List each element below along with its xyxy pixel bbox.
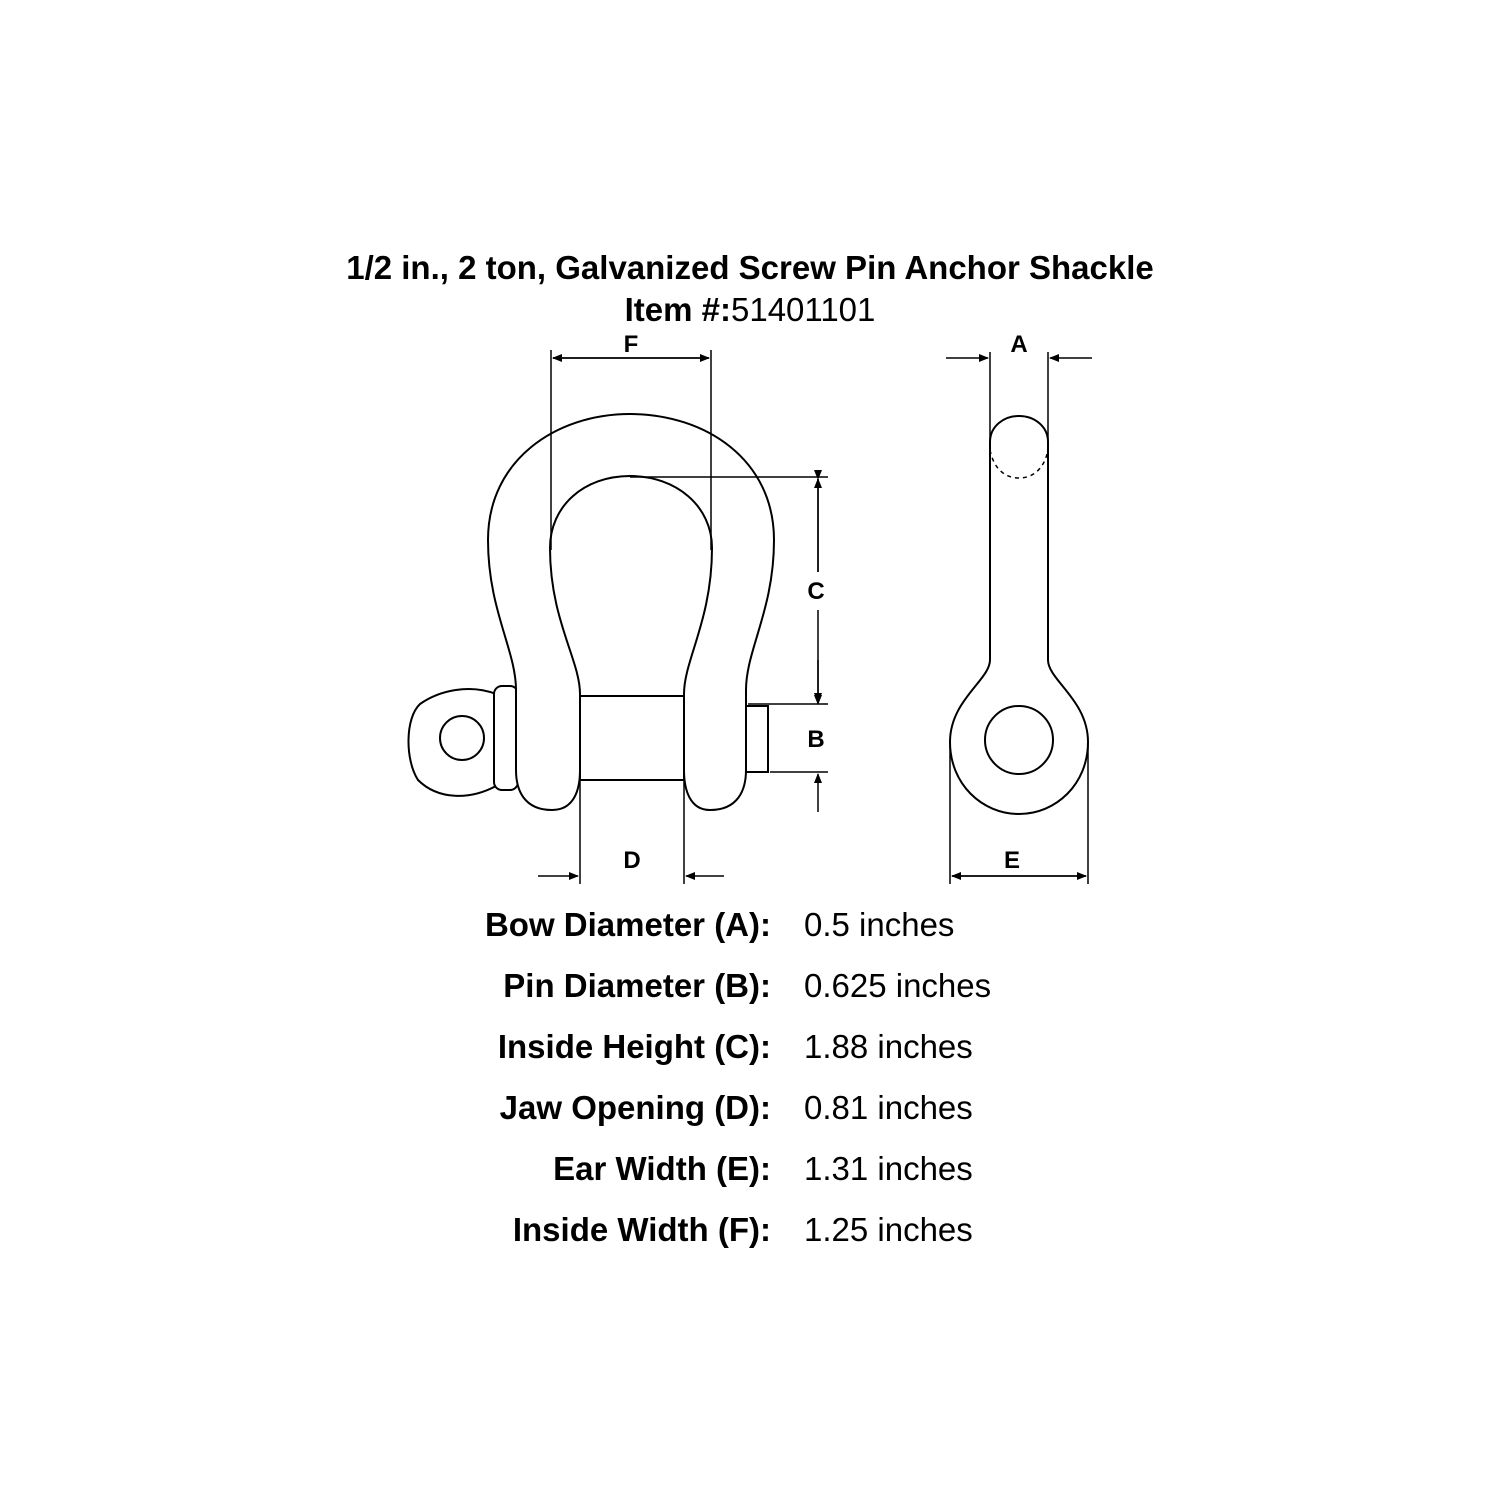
pin-body — [580, 696, 684, 780]
side-view — [950, 416, 1088, 814]
page-title: 1/2 in., 2 ton, Galvanized Screw Pin Anchor Shackle — [346, 249, 1154, 286]
spec-value: 0.625 inches — [804, 967, 992, 1004]
pin-end — [746, 706, 768, 772]
item-label: Item #: — [624, 291, 731, 328]
dim-label-d: D — [623, 847, 641, 874]
pin-head — [408, 686, 518, 796]
spec-value: 1.25 inches — [804, 1211, 973, 1248]
spec-row — [0, 1207, 1500, 1253]
side-view-body — [950, 416, 1088, 814]
spec-row — [0, 963, 1500, 1009]
item-number: 51401101 — [731, 291, 876, 328]
spec-label: Bow Diameter (A): — [484, 906, 771, 943]
dim-label-f: F — [623, 331, 639, 358]
spec-row — [0, 1085, 1500, 1131]
spec-value: 0.5 inches — [804, 906, 955, 943]
spec-value: 0.81 inches — [804, 1089, 973, 1126]
spec-label: Inside Height (C): — [497, 1028, 771, 1065]
dim-label-e: E — [1003, 847, 1021, 874]
spec-row — [0, 1146, 1500, 1192]
spec-label: Inside Width (F): — [512, 1211, 771, 1248]
dim-label-b: B — [807, 726, 825, 753]
front-view — [408, 414, 774, 810]
spec-label: Pin Diameter (B): — [503, 967, 771, 1004]
spec-row — [0, 902, 1500, 948]
spec-label: Ear Width (E): — [553, 1150, 771, 1187]
spec-value: 1.88 inches — [804, 1028, 973, 1065]
dim-label-c: C — [807, 578, 825, 605]
dim-label-a: A — [1010, 331, 1028, 358]
spec-value: 1.31 inches — [804, 1150, 973, 1187]
spec-label: Jaw Opening (D): — [499, 1089, 771, 1126]
spec-row — [0, 1024, 1500, 1070]
